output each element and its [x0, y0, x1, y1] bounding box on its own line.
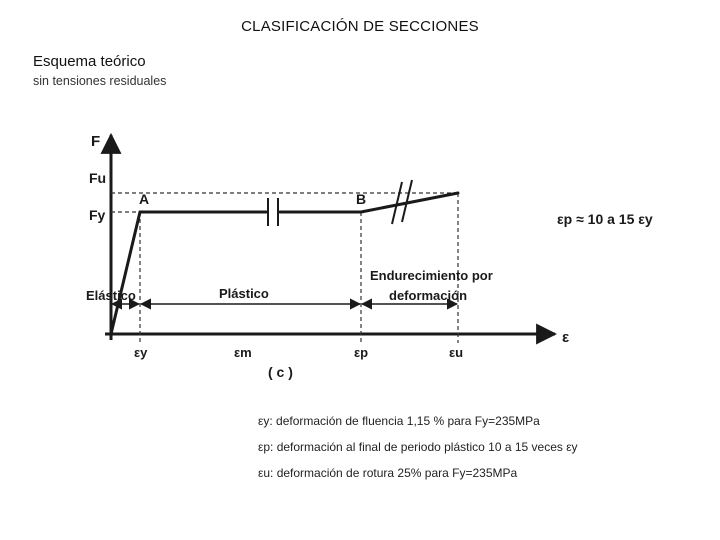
hardening-label-line1: Endurecimiento por — [370, 268, 493, 283]
note-eu: εu: deformación de rotura 25% para Fy=235MPa — [258, 466, 518, 480]
figure-caption: ( c ) — [268, 364, 293, 380]
elastic-label: Elástico — [86, 288, 136, 303]
y-axis-label: F — [91, 133, 101, 150]
plastic-label: Plástico — [219, 286, 269, 301]
fy-label: Fy — [89, 207, 106, 223]
x-axis-label: ε — [562, 329, 570, 346]
relation-label: εp ≈ 10 a 15 εy — [557, 211, 653, 227]
point-a-label: A — [139, 191, 150, 207]
point-b-label: B — [356, 191, 367, 207]
slide-title: CLASIFICACIÓN DE SECCIONES — [241, 18, 479, 35]
note-ey: εy: deformación de fluencia 1,15 % para Fy=235MPa — [258, 414, 540, 428]
tick-ep-label: εp — [354, 345, 369, 360]
fu-label: Fu — [89, 170, 107, 186]
hardening-label-line2: deformación — [389, 288, 468, 303]
note-ep: εp: deformación al final de periodo plástico 10 a 15 veces εy — [258, 440, 578, 454]
break-marks — [268, 180, 412, 226]
tick-ey-label: εy — [134, 345, 148, 360]
tick-em-label: εm — [234, 345, 252, 360]
section-subheading: sin tensiones residuales — [33, 74, 167, 88]
notes-list — [258, 414, 578, 492]
stress-strain-curve — [111, 193, 458, 334]
section-heading: Esquema teórico — [33, 53, 146, 70]
tick-eu-label: εu — [449, 345, 464, 360]
